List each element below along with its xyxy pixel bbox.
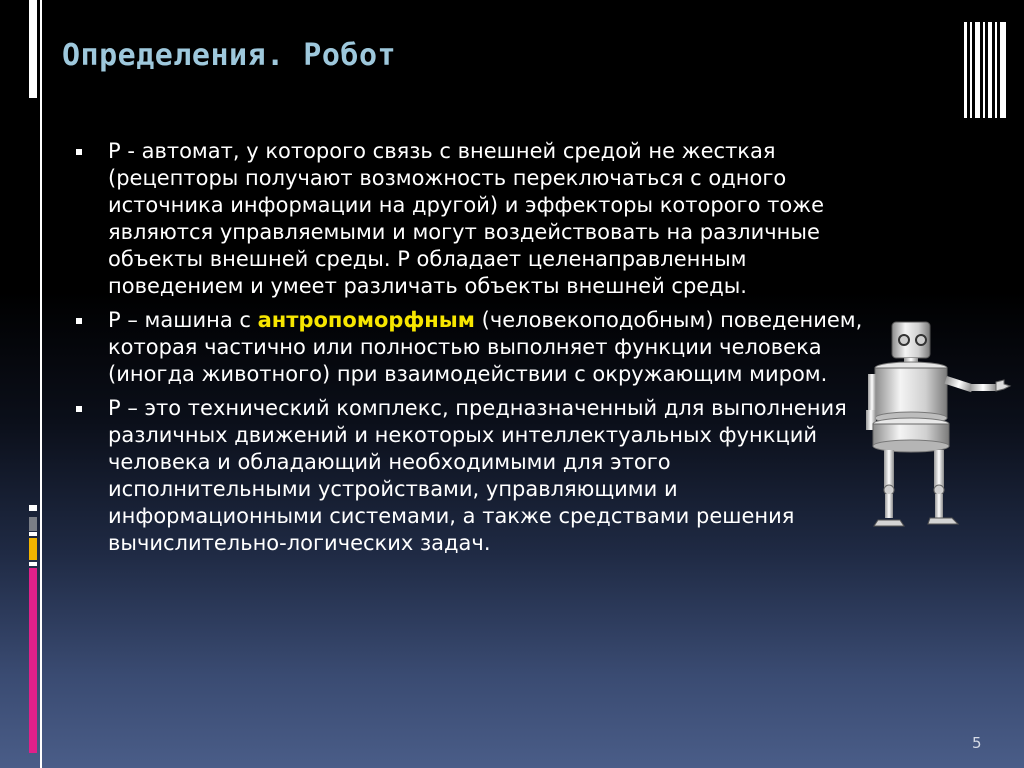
page-number: 5: [972, 734, 982, 752]
left-accent-tick: [29, 562, 37, 566]
right-decorative-stripes: [964, 22, 1006, 118]
bullet-item: [76, 138, 866, 300]
left-accent-tick: [29, 532, 37, 536]
left-divider-line: [40, 0, 42, 768]
bullet-list: [76, 138, 866, 564]
bullet-text: Р – это технический комплекс, предназначенный для выполнения различных движений и некоторых интеллектуальных функций человека и обладающий необходимыми для этого исполнительными устройствами, управляющими и информационными системами, а также средствами решения вычислительно-логических задач.: [108, 396, 847, 555]
square-bullet-icon: [76, 318, 82, 324]
left-accent-bar-pink: [29, 568, 37, 753]
slide-title: Определения. Робот: [62, 38, 397, 73]
square-bullet-icon: [76, 406, 82, 412]
robot-illustration: [848, 316, 1024, 542]
bullet-item: [76, 395, 866, 557]
bullet-text: Р – машина с: [108, 308, 258, 332]
left-accent-bar-orange: [29, 538, 37, 560]
bullet-text: Р - автомат, у которого связь с внешней средой не жесткая (рецепторы получают возможность переключаться с одного источника информации на другой) и эффекторы которого тоже являются управляемыми и могут воздействовать на различные объекты внешней среды. Р обладает целенаправленным поведением и умеет различать объекты внешней среды.: [108, 139, 825, 298]
left-accent-bar-gray: [29, 517, 37, 531]
left-accent-tick: [29, 505, 37, 511]
left-accent-bar-top: [29, 0, 37, 98]
highlighted-term: антропоморфным: [257, 308, 475, 332]
bullet-item: [76, 307, 866, 388]
square-bullet-icon: [76, 149, 82, 155]
bullet-text: (человекоподобным) поведением, которая частично или полностью выполняет функции человека (иногда животного) при взаимодействии с окружающим миром.: [108, 308, 863, 386]
